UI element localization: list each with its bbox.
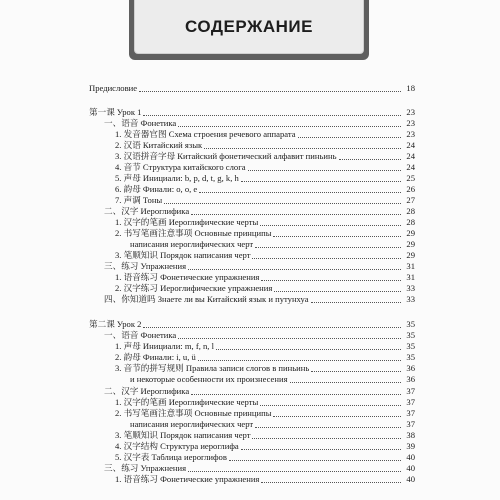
toc-entry-text: 三、练习 Упражнения bbox=[104, 261, 187, 271]
toc-leader bbox=[311, 301, 401, 303]
toc-entry-text: 1. 汉字的笔画 Иероглифические черты bbox=[115, 397, 259, 407]
toc-leader bbox=[241, 180, 401, 182]
toc-entry-page: 33 bbox=[406, 294, 415, 304]
toc-leader bbox=[260, 404, 401, 406]
toc-entry-text: 5. 声母 Инициали: b, p, d, t, g, k, h bbox=[115, 173, 239, 183]
toc-entry-text: 2. 韵母 Финали: i, u, ü bbox=[115, 352, 196, 362]
toc-entry-text: 5. 汉字表 Таблица иероглифов bbox=[115, 452, 227, 462]
toc-entry-page: 37 bbox=[406, 408, 415, 418]
toc-entry-text: 3. 笔顺知识 Порядок написания черт bbox=[115, 250, 251, 260]
toc-leader bbox=[143, 114, 401, 116]
toc-entry-page: 29 bbox=[406, 250, 415, 260]
toc-entry-page: 36 bbox=[406, 363, 415, 373]
toc-leader bbox=[252, 437, 401, 439]
toc-entry-text: 第一课 Урок 1 bbox=[89, 107, 142, 117]
toc-leader bbox=[191, 393, 401, 395]
toc-entry-page: 23 bbox=[406, 118, 415, 128]
toc-entry-page: 35 bbox=[406, 330, 415, 340]
toc-leader bbox=[216, 348, 401, 350]
page-title: СОДЕРЖАНИЕ bbox=[185, 16, 313, 36]
toc-entry-page: 24 bbox=[406, 151, 415, 161]
toc-leader bbox=[191, 213, 401, 215]
toc-entry-page: 35 bbox=[406, 341, 415, 351]
toc-leader bbox=[274, 290, 401, 292]
toc-entry-page: 35 bbox=[406, 319, 415, 329]
toc-leader bbox=[139, 90, 401, 92]
toc-entry-text: 3. 笔顺知识 Порядок написания черт bbox=[115, 430, 251, 440]
toc-entry-text: 一、语音 Фонетика bbox=[104, 118, 177, 128]
toc-leader bbox=[261, 279, 401, 281]
toc-entry-text: 2. 书写笔画注意事项 Основные принципы bbox=[115, 228, 272, 238]
toc-entry-text: 3. 音节的拼写规则 Правила записи слогов в пиньинь bbox=[115, 363, 310, 373]
toc-entry-page: 29 bbox=[406, 239, 415, 249]
toc-entry-text: написания иероглифических черт bbox=[130, 419, 254, 429]
toc-entry-text: 二、汉字 Иероглифика bbox=[104, 386, 190, 396]
toc-entry-page: 35 bbox=[406, 352, 415, 362]
toc-leader bbox=[311, 370, 401, 372]
toc-leader bbox=[273, 235, 401, 237]
toc-entry-text: 四、你知道吗 Знаете ли вы Китайский язык и путунхуа bbox=[104, 294, 309, 304]
toc-entry-page: 23 bbox=[406, 129, 415, 139]
toc-entry-text: 1. 语音练习 Фонетические упражнения bbox=[115, 474, 260, 484]
toc-entry-text: 3. 汉语拼音字母 Китайский фонетический алфавит пиньинь bbox=[115, 151, 337, 161]
toc-entry-text: 三、练习 Упражнения bbox=[104, 463, 187, 473]
toc-leader bbox=[143, 326, 401, 328]
toc-entry bbox=[0, 82, 500, 95]
toc-entry-page: 40 bbox=[406, 463, 415, 473]
toc-entry-page: 28 bbox=[406, 206, 415, 216]
toc-leader bbox=[252, 257, 401, 259]
toc-leader bbox=[273, 415, 401, 417]
toc-leader bbox=[229, 459, 401, 461]
toc-leader bbox=[255, 246, 401, 248]
toc-entry-text: 2. 书写笔画注意事项 Основные принципы bbox=[115, 408, 272, 418]
toc-entry-text: и некоторые особенности их произнесения bbox=[130, 374, 288, 384]
toc-entry-text: 6. 韵母 Финали: о, о, е bbox=[115, 184, 198, 194]
toc-leader bbox=[298, 136, 401, 138]
toc-entry-text: написания иероглифических черт bbox=[130, 239, 254, 249]
toc-leader bbox=[164, 202, 401, 204]
toc-entry-page: 23 bbox=[406, 107, 415, 117]
toc-entry-text: 2. 汉字练习 Иероглифические упражнения bbox=[115, 283, 273, 293]
toc-entry-text: 4. 音节 Структура китайского слога bbox=[115, 162, 246, 172]
toc-entry-text: 2. 汉语 Китайский язык bbox=[115, 140, 203, 150]
toc-leader bbox=[255, 426, 401, 428]
toc-entry-page: 18 bbox=[406, 83, 415, 93]
toc-entry-page: 38 bbox=[406, 430, 415, 440]
toc-entry-text: 1. 语音练习 Фонетические упражнения bbox=[115, 272, 260, 282]
toc-leader bbox=[199, 191, 401, 193]
toc-entry-text: 1. 发音器官图 Схема строения речевого аппарата bbox=[115, 129, 296, 139]
toc-entry-page: 24 bbox=[406, 162, 415, 172]
toc-leader bbox=[261, 481, 401, 483]
toc-entry-page: 39 bbox=[406, 441, 415, 451]
toc-leader bbox=[198, 359, 401, 361]
toc-entry-page: 36 bbox=[406, 374, 415, 384]
toc-leader bbox=[178, 337, 401, 339]
toc-entry-text: 二、汉字 Иероглифика bbox=[104, 206, 190, 216]
toc-entry-page: 37 bbox=[406, 397, 415, 407]
toc-entry-page: 40 bbox=[406, 452, 415, 462]
toc-entry-text: 7. 声调 Тоны bbox=[115, 195, 163, 205]
toc-entry-text: 第二课 Урок 2 bbox=[89, 319, 142, 329]
toc-leader bbox=[290, 381, 401, 383]
toc-entry-page: 28 bbox=[406, 217, 415, 227]
toc-entry-page: 37 bbox=[406, 419, 415, 429]
toc-entry-page: 29 bbox=[406, 228, 415, 238]
toc-entry-page: 26 bbox=[406, 184, 415, 194]
toc-leader bbox=[178, 125, 401, 127]
toc-leader bbox=[260, 224, 401, 226]
toc-entry bbox=[0, 293, 500, 306]
toc-entry-text: Предисловие bbox=[89, 83, 138, 93]
toc-leader bbox=[204, 147, 401, 149]
toc-leader bbox=[188, 268, 401, 270]
toc-entry-page: 25 bbox=[406, 173, 415, 183]
toc-entry-text: 1. 声母 Инициали: m, f, n, l bbox=[115, 341, 214, 351]
toc-entry-page: 31 bbox=[406, 261, 415, 271]
toc-entry-text: 4. 汉字结构 Структура иероглифа bbox=[115, 441, 239, 451]
toc-leader bbox=[241, 448, 401, 450]
toc-entry-text: 一、语音 Фонетика bbox=[104, 330, 177, 340]
toc-entry-text: 1. 汉字的笔画 Иероглифические черты bbox=[115, 217, 259, 227]
toc-entry-page: 31 bbox=[406, 272, 415, 282]
toc-entry bbox=[0, 473, 500, 486]
toc-entry-page: 24 bbox=[406, 140, 415, 150]
toc-leader bbox=[188, 470, 401, 472]
toc-leader bbox=[339, 158, 401, 160]
toc-entry-page: 40 bbox=[406, 474, 415, 484]
toc-leader bbox=[248, 169, 401, 171]
toc-entry-page: 27 bbox=[406, 195, 415, 205]
toc-entry-page: 37 bbox=[406, 386, 415, 396]
toc-entry-page: 33 bbox=[406, 283, 415, 293]
